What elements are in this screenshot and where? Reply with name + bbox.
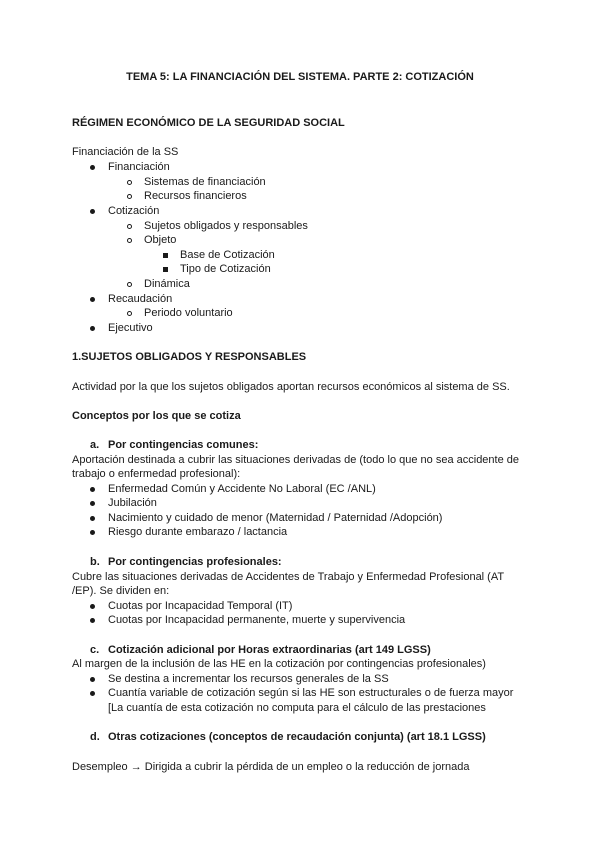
subsection-b-text-line2: /EP). Se dividen en:	[72, 585, 170, 597]
circle-bullet-icon	[127, 311, 132, 316]
bullet-icon	[90, 165, 95, 170]
section-heading-regimen: RÉGIMEN ECONÓMICO DE LA SEGURIDAD SOCIAL	[72, 117, 345, 129]
bullet-icon	[90, 487, 95, 492]
list-item: Enfermedad Común y Accidente No Laboral (EC /ANL)	[108, 483, 376, 495]
section-heading-sujetos: 1.SUJETOS OBLIGADOS Y RESPONSABLES	[72, 351, 307, 363]
circle-bullet-icon	[127, 194, 132, 199]
subsection-d-marker: d.	[90, 731, 100, 743]
conceptos-heading: Conceptos por los que se cotiza	[72, 410, 241, 422]
bullet-icon	[90, 297, 95, 302]
subsection-d-heading: Otras cotizaciones (conceptos de recaudación conjunta) (art 18.1 LGSS)	[108, 731, 486, 743]
subsection-b-marker: b.	[90, 556, 100, 568]
subsection-c-marker: c.	[90, 644, 100, 656]
list-item: Se destina a incrementar los recursos generales de la SS	[108, 673, 389, 685]
document-title: TEMA 5: LA FINANCIACIÓN DEL SISTEMA. PARTE 2: COTIZACIÓN	[126, 71, 474, 83]
outline-sistemas: Sistemas de financiación	[144, 176, 266, 188]
outline-tipo: Tipo de Cotización	[180, 263, 271, 275]
outline-periodo: Periodo voluntario	[144, 307, 233, 319]
outline-recursos: Recursos financieros	[144, 190, 247, 202]
outline-financiacion: Financiación	[108, 161, 170, 173]
subsection-a-text-line1: Aportación destinada a cubrir las situaciones derivadas de (todo lo que no sea accidente de	[72, 454, 520, 466]
subsection-a-marker: a.	[90, 439, 100, 451]
outline-ejecutivo: Ejecutivo	[108, 322, 153, 334]
outline-base: Base de Cotización	[180, 249, 275, 261]
desempleo-text: Desempleo → Dirigida a cubrir la pérdida de un empleo o la reducción de jornada	[72, 761, 470, 773]
subsection-b-text-line1: Cubre las situaciones derivadas de Accidentes de Trabajo y Enfermedad Profesional (AT	[72, 571, 505, 583]
list-item: Nacimiento y cuidado de menor (Maternidad / Paternidad /Adopción)	[108, 512, 443, 524]
bullet-icon	[90, 516, 95, 521]
bullet-icon	[90, 530, 95, 535]
list-item: Cuotas por Incapacidad permanente, muerte y supervivencia	[108, 614, 406, 626]
outline-objeto: Objeto	[144, 234, 177, 246]
list-item: Jubilación	[108, 497, 157, 509]
outline-dinamica: Dinámica	[144, 278, 190, 290]
subsection-c-text: Al margen de la inclusión de las HE en la cotización por contingencias profesionales)	[72, 658, 486, 670]
bullet-icon	[90, 618, 95, 623]
square-bullet-icon	[163, 253, 168, 258]
subsection-a-heading: Por contingencias comunes:	[108, 439, 259, 451]
circle-bullet-icon	[127, 282, 132, 287]
subsection-c-heading: Cotización adicional por Horas extraordinarias (art 149 LGSS)	[108, 644, 431, 656]
list-item-continuation: [La cuantía de esta cotización no computa para el cálculo de las prestaciones	[108, 702, 486, 714]
bullet-icon	[90, 691, 95, 696]
circle-bullet-icon	[127, 224, 132, 229]
section-sujetos-text: Actividad por la que los sujetos obligados aportan recursos económicos al sistema de SS.	[72, 381, 510, 393]
list-item: Riesgo durante embarazo / lactancia	[108, 526, 288, 538]
outline-cotizacion: Cotización	[108, 205, 160, 217]
bullet-icon	[90, 604, 95, 609]
list-item: Cuotas por Incapacidad Temporal (IT)	[108, 600, 293, 612]
bullet-icon	[90, 209, 95, 214]
outline-sujetos: Sujetos obligados y responsables	[144, 220, 308, 232]
outline-recaudacion: Recaudación	[108, 293, 173, 305]
outline-intro: Financiación de la SS	[72, 146, 179, 158]
bullet-icon	[90, 326, 95, 331]
bullet-icon	[90, 501, 95, 506]
subsection-b-heading: Por contingencias profesionales:	[108, 556, 282, 568]
circle-bullet-icon	[127, 238, 132, 243]
circle-bullet-icon	[127, 180, 132, 185]
list-item: Cuantía variable de cotización según si las HE son estructurales o de fuerza mayor	[108, 687, 514, 699]
square-bullet-icon	[163, 267, 168, 272]
bullet-icon	[90, 677, 95, 682]
subsection-a-text-line2: trabajo o enfermedad profesional):	[72, 468, 241, 480]
